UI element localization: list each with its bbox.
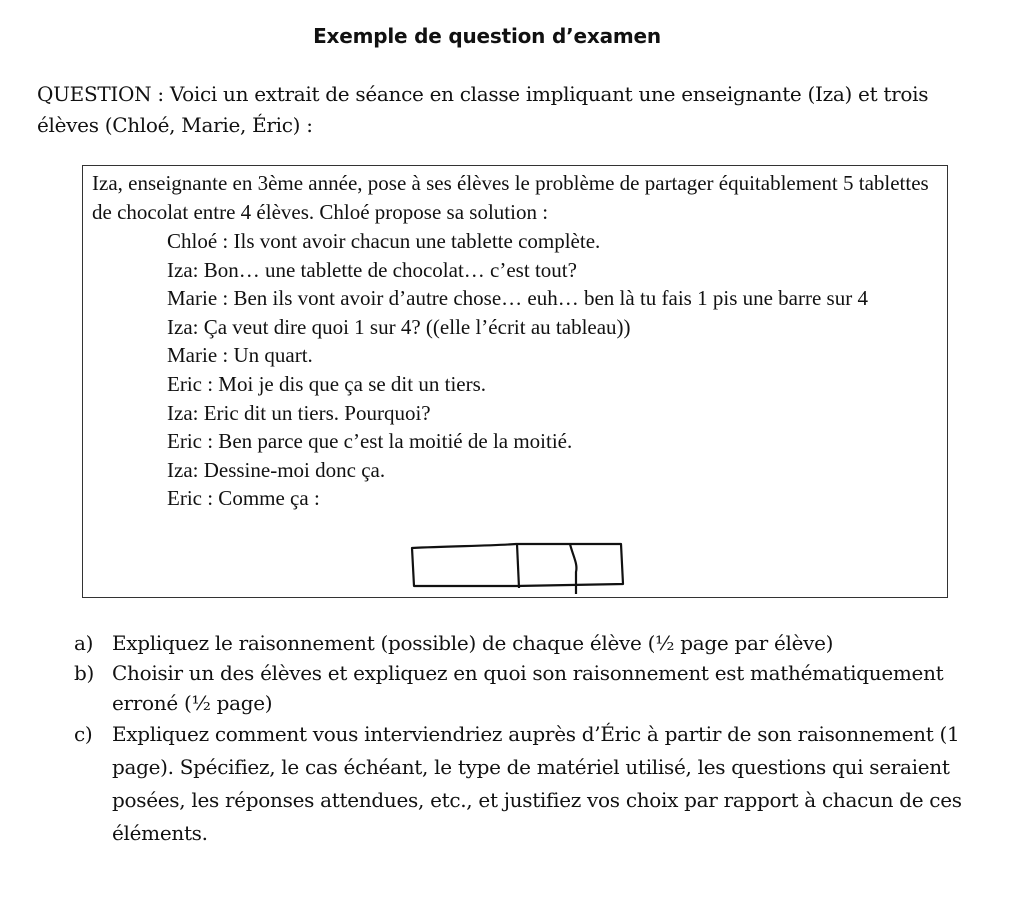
dialogue: [167, 227, 927, 513]
task-item: [74, 718, 974, 850]
drawing-divider-1: [517, 544, 519, 588]
task-text: Expliquez comment vous interviendriez auprès d’Éric à partir de son raisonnement (1 page). Spécifiez, le cas échéant, le type de matériel utilisé, les questions qui seraient posées, les réponses attendues, etc., et justifiez vos choix par rapport à chacun de ces éléments.: [112, 722, 962, 845]
task-letter: b): [74, 661, 95, 685]
dialogue-line: Eric : Comme ça :: [167, 486, 320, 511]
task-item: [74, 658, 974, 718]
dialogue-line: Iza: Ça veut dire quoi 1 sur 4? ((elle l’écrit au tableau)): [167, 314, 631, 339]
question-statement: QUESTION : Voici un extrait de séance en classe impliquant une enseignante (Iza) et trois élèves (Chloé, Marie, Éric) :: [37, 82, 929, 137]
task-text: Choisir un des élèves et expliquez en quoi son raisonnement est mathématiquement erroné (½ page): [112, 661, 944, 715]
dialogue-line: Eric : Moi je dis que ça se dit un tiers.: [167, 371, 487, 396]
task-letter: c): [74, 722, 93, 746]
dialogue-line: Marie : Un quart.: [167, 343, 313, 368]
task-text: Expliquez le raisonnement (possible) de chaque élève (½ page par élève): [112, 631, 834, 655]
page-title: Exemple de question d’examen: [313, 24, 661, 48]
drawing-divider-2: [570, 544, 576, 594]
dialogue-line: Iza: Bon… une tablette de chocolat… c’est tout?: [167, 257, 577, 282]
excerpt-intro: Iza, enseignante en 3ème année, pose à ses élèves le problème de partager équitablement 5 tablettes de chocolat entre 4 élèves. Chloé propose sa solution :: [92, 171, 929, 224]
task-list: [74, 628, 974, 850]
task-letter: a): [74, 631, 94, 655]
dialogue-line: Iza: Eric dit un tiers. Pourquoi?: [167, 400, 431, 425]
dialogue-line: Chloé : Ils vont avoir chacun une tablette complète.: [167, 229, 601, 253]
dialogue-line: Eric : Ben parce que c’est la moitié de la moitié.: [167, 429, 573, 454]
dialogue-line: Marie : Ben ils vont avoir d’autre chose… euh… ben là tu fais 1 pis une barre sur 4: [167, 286, 868, 311]
dialogue-line: Iza: Dessine-moi donc ça.: [167, 457, 386, 482]
task-item: [74, 628, 974, 658]
eric-drawing: [410, 536, 630, 598]
